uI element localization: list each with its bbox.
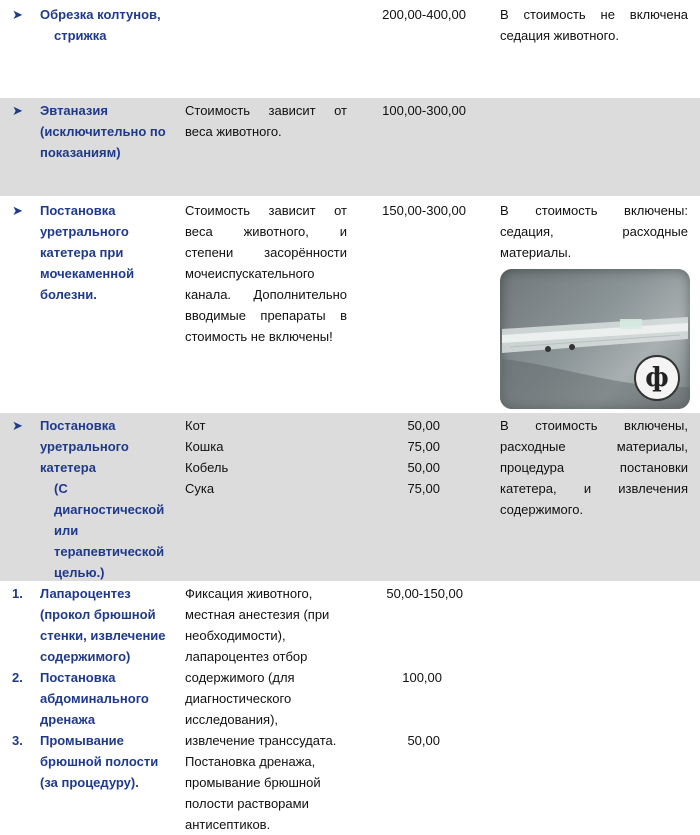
service-name: Постановка уретрального катетера (С диагностической или терапевтической целью.) <box>40 418 165 580</box>
service-description: Стоимость зависит от веса животного. <box>185 103 347 139</box>
catheter-photo <box>500 269 690 409</box>
service-name: Эвтаназия (исключительно по показаниям) <box>40 103 166 160</box>
service-name: Промывание брюшной полости (за процедуру). <box>40 733 159 790</box>
service-name: Постановка абдоминального дренажа <box>40 670 149 727</box>
row-koltun <box>0 0 700 98</box>
item-number: 3. <box>12 733 23 748</box>
row-euthanasia <box>0 98 700 196</box>
procedures-description: Фиксация животного, местная анестезия (при необходимости), лапароцентез отбор содержимого (для диагностического исследования), извлечение транссудата. Постановка дренажа, промывание брюшной полости растворами антисептиков. <box>185 586 337 832</box>
service-name: Обрезка колтунов, стрижка <box>40 7 161 43</box>
arrow-marker-icon: ➤ <box>12 7 23 22</box>
service-price: 50,00-150,00 <box>386 586 463 601</box>
animal-prices: 50,00 75,00 50,00 75,00 <box>407 418 440 496</box>
arrow-marker-icon: ➤ <box>12 203 23 218</box>
arrow-marker-icon: ➤ <box>12 418 23 433</box>
service-name: Лапароцентез (прокол брюшной стенки, извлечение содержимого) <box>40 586 166 664</box>
service-description: Стоимость зависит от веса животного, и степени засорённости мочеиспускательного канала. Дополнительно вводимые препараты в стоимость не включены! <box>185 203 347 344</box>
service-name: Постановка уретрального катетера при мочекаменной болезни. <box>40 203 135 302</box>
service-price: 100,00-300,00 <box>382 103 466 118</box>
row-catheter-diag <box>0 413 700 581</box>
service-note: В стоимость включены: седация, расходные материалы. <box>500 203 688 260</box>
row-numbered-procedures <box>0 581 700 831</box>
service-price: 100,00 <box>402 670 442 685</box>
service-price: 150,00-300,00 <box>382 203 466 218</box>
clinic-logo-icon: ф <box>634 355 680 401</box>
service-price: 200,00-400,00 <box>382 7 466 22</box>
service-note: В стоимость не включена седация животного. <box>500 7 688 43</box>
item-number: 1. <box>12 586 23 601</box>
arrow-marker-icon: ➤ <box>12 103 23 118</box>
item-number: 2. <box>12 670 23 685</box>
service-note: В стоимость включены, расходные материалы, процедура постановки катетера, и извлечения содержимого. <box>500 418 688 517</box>
animal-list: Кот Кошка Кобель Сука <box>185 418 229 496</box>
service-price: 50,00 <box>407 733 440 748</box>
